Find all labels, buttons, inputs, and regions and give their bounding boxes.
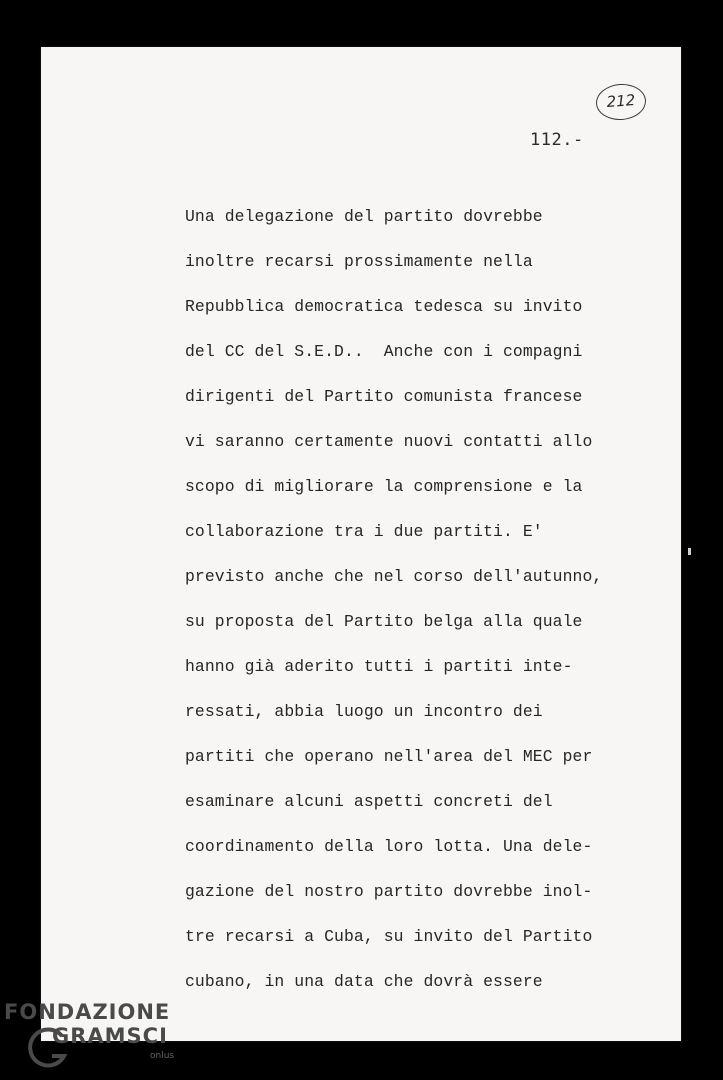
text-line: inoltre recarsi prossimamente nella: [185, 252, 533, 271]
text-line: su proposta del Partito belga alla quale: [185, 612, 583, 631]
watermark-suffix: onlus: [150, 1051, 175, 1061]
text-line: ressati, abbia luogo un incontro dei: [185, 702, 543, 721]
text-line: Una delegazione del partito dovrebbe: [185, 207, 543, 226]
text-line: dirigenti del Partito comunista francese: [185, 387, 583, 406]
text-line: gazione del nostro partito dovrebbe inol-: [185, 882, 593, 901]
text-line: vi saranno certamente nuovi contatti allo: [185, 432, 593, 451]
watermark-line2: GRAMSCI: [52, 1024, 168, 1048]
page-number: 112.-: [530, 130, 584, 150]
text-line: collaborazione tra i due partiti. E': [185, 522, 543, 541]
text-line: previsto anche che nel corso dell'autunno,: [185, 567, 603, 586]
watermark-line1: FONDAZIONE: [4, 1000, 171, 1024]
text-line: cubano, in una data che dovrà essere: [185, 972, 543, 991]
text-line: tre recarsi a Cuba, su invito del Partito: [185, 927, 593, 946]
text-line: partiti che operano nell'area del MEC per: [185, 747, 593, 766]
fondazione-gramsci-watermark: [4, 1000, 204, 1080]
archive-number-stamp: 212: [595, 82, 647, 121]
text-line: hanno già aderito tutti i partiti inte-: [185, 657, 573, 676]
typed-text-body: [185, 194, 680, 1004]
text-line: coordinamento della loro lotta. Una dele-: [185, 837, 593, 856]
text-line: esaminare alcuni aspetti concreti del: [185, 792, 553, 811]
margin-mark: [688, 548, 691, 555]
text-line: scopo di migliorare la comprensione e la: [185, 477, 583, 496]
text-line: del CC del S.E.D.. Anche con i compagni: [185, 342, 583, 361]
text-line: Repubblica democratica tedesca su invito: [185, 297, 583, 316]
